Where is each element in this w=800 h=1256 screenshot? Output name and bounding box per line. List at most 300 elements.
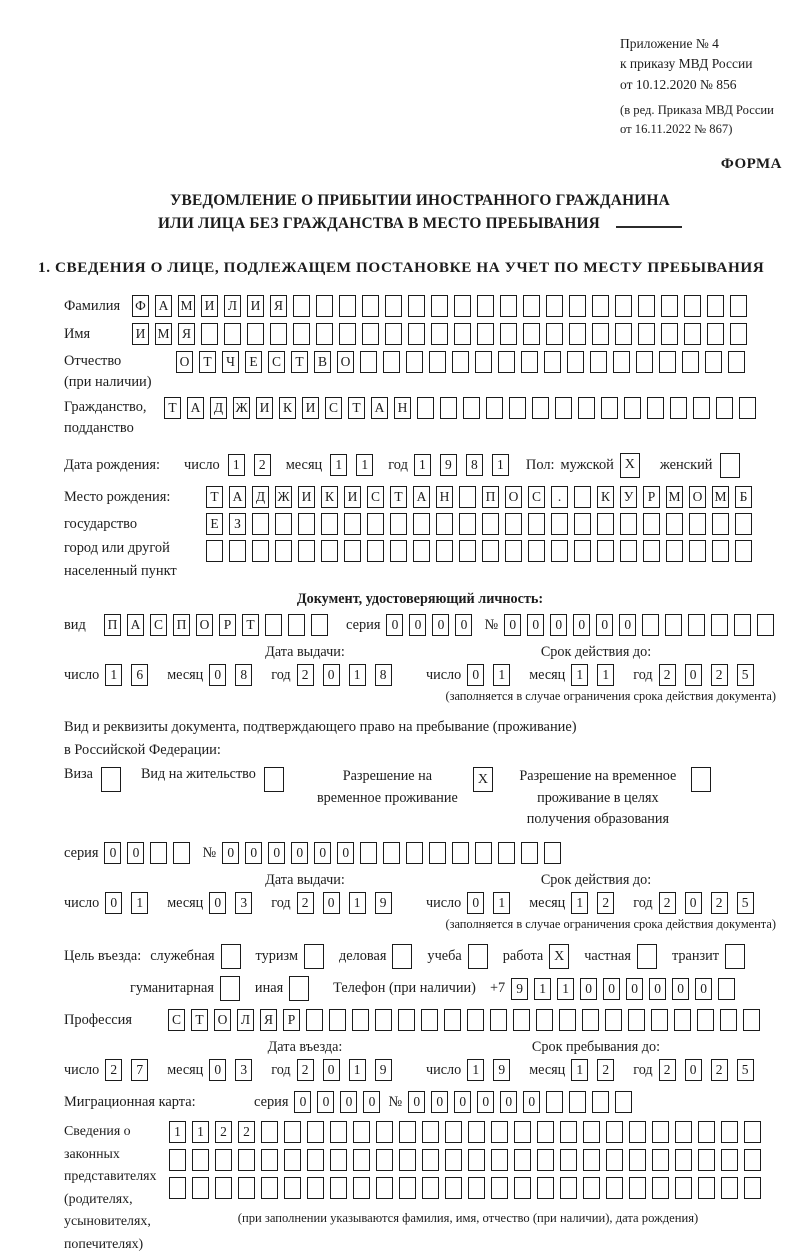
form-cell[interactable] — [569, 295, 586, 317]
form-cell[interactable] — [546, 1091, 563, 1113]
form-cell[interactable] — [406, 351, 423, 373]
form-cell[interactable] — [422, 1121, 439, 1143]
form-cell[interactable]: 0 — [477, 1091, 494, 1113]
form-cell[interactable] — [705, 351, 722, 373]
form-cell[interactable] — [642, 614, 659, 636]
form-cell[interactable] — [399, 1177, 416, 1199]
form-cell[interactable] — [735, 513, 752, 535]
form-cell[interactable] — [498, 842, 515, 864]
form-cell[interactable] — [651, 1009, 668, 1031]
form-cell[interactable]: X — [473, 767, 493, 792]
form-cell[interactable]: 0 — [523, 1091, 540, 1113]
form-cell[interactable]: Ж — [233, 397, 250, 419]
form-cell[interactable] — [440, 397, 457, 419]
form-cell[interactable] — [647, 397, 664, 419]
form-cell[interactable] — [498, 351, 515, 373]
form-cell[interactable] — [238, 1177, 255, 1199]
form-cell[interactable] — [615, 295, 632, 317]
form-cell[interactable] — [675, 1177, 692, 1199]
form-cell[interactable] — [735, 540, 752, 562]
form-cell[interactable]: 0 — [672, 978, 689, 1000]
form-cell[interactable] — [330, 1177, 347, 1199]
form-cell[interactable] — [734, 614, 751, 636]
form-cell[interactable] — [698, 1121, 715, 1143]
form-cell[interactable] — [477, 323, 494, 345]
form-cell[interactable] — [293, 295, 310, 317]
form-cell[interactable] — [445, 1149, 462, 1171]
form-cell[interactable]: 0 — [550, 614, 567, 636]
form-cell[interactable] — [406, 842, 423, 864]
form-cell[interactable] — [215, 1177, 232, 1199]
form-cell[interactable] — [298, 540, 315, 562]
form-cell[interactable]: 9 — [493, 1059, 510, 1081]
form-cell[interactable] — [592, 295, 609, 317]
form-cell[interactable] — [192, 1177, 209, 1199]
form-cell[interactable] — [339, 323, 356, 345]
form-cell[interactable]: М — [712, 486, 729, 508]
form-cell[interactable] — [491, 1177, 508, 1199]
form-cell[interactable]: И — [302, 397, 319, 419]
form-cell[interactable] — [352, 1009, 369, 1031]
form-cell[interactable]: 1 — [493, 892, 510, 914]
form-cell[interactable] — [150, 842, 167, 864]
form-cell[interactable] — [221, 944, 241, 969]
form-cell[interactable] — [367, 540, 384, 562]
form-cell[interactable]: Р — [643, 486, 660, 508]
form-cell[interactable]: 1 — [467, 1059, 484, 1081]
form-cell[interactable] — [744, 1121, 761, 1143]
form-cell[interactable]: К — [321, 486, 338, 508]
form-cell[interactable] — [684, 295, 701, 317]
form-cell[interactable] — [445, 1121, 462, 1143]
form-cell[interactable] — [582, 1009, 599, 1031]
form-cell[interactable] — [289, 976, 309, 1001]
form-cell[interactable] — [757, 614, 774, 636]
form-cell[interactable]: 0 — [467, 664, 484, 686]
form-cell[interactable]: 0 — [245, 842, 262, 864]
form-cell[interactable] — [665, 614, 682, 636]
form-cell[interactable]: 0 — [685, 892, 702, 914]
form-cell[interactable] — [691, 767, 711, 792]
form-cell[interactable] — [321, 540, 338, 562]
form-cell[interactable] — [329, 1009, 346, 1031]
form-cell[interactable] — [454, 323, 471, 345]
form-cell[interactable] — [544, 351, 561, 373]
form-cell[interactable]: Р — [219, 614, 236, 636]
form-cell[interactable]: Е — [206, 513, 223, 535]
form-cell[interactable]: 0 — [685, 1059, 702, 1081]
form-cell[interactable]: 2 — [238, 1121, 255, 1143]
form-cell[interactable]: 6 — [131, 664, 148, 686]
form-cell[interactable]: 0 — [685, 664, 702, 686]
form-cell[interactable] — [720, 453, 740, 478]
form-cell[interactable] — [636, 351, 653, 373]
form-cell[interactable] — [353, 1121, 370, 1143]
form-cell[interactable] — [528, 513, 545, 535]
form-cell[interactable] — [169, 1177, 186, 1199]
form-cell[interactable]: А — [187, 397, 204, 419]
form-cell[interactable]: 0 — [504, 614, 521, 636]
form-cell[interactable] — [475, 351, 492, 373]
form-cell[interactable]: 0 — [268, 842, 285, 864]
form-cell[interactable]: 0 — [317, 1091, 334, 1113]
form-cell[interactable]: 0 — [409, 614, 426, 636]
form-cell[interactable] — [500, 295, 517, 317]
form-cell[interactable] — [101, 767, 121, 792]
form-cell[interactable] — [743, 1009, 760, 1031]
form-cell[interactable] — [390, 540, 407, 562]
form-cell[interactable]: 2 — [597, 892, 614, 914]
form-cell[interactable] — [659, 351, 676, 373]
form-cell[interactable] — [544, 842, 561, 864]
form-cell[interactable] — [467, 1009, 484, 1031]
form-cell[interactable] — [638, 295, 655, 317]
form-cell[interactable] — [730, 295, 747, 317]
form-cell[interactable] — [597, 513, 614, 535]
form-cell[interactable] — [445, 1177, 462, 1199]
form-cell[interactable] — [367, 513, 384, 535]
form-cell[interactable]: А — [371, 397, 388, 419]
form-cell[interactable] — [523, 295, 540, 317]
form-cell[interactable] — [560, 1121, 577, 1143]
form-cell[interactable]: 1 — [557, 978, 574, 1000]
form-cell[interactable] — [429, 842, 446, 864]
form-cell[interactable] — [643, 513, 660, 535]
form-cell[interactable]: А — [413, 486, 430, 508]
form-cell[interactable] — [505, 513, 522, 535]
form-cell[interactable]: Я — [260, 1009, 277, 1031]
form-cell[interactable] — [620, 513, 637, 535]
form-cell[interactable] — [392, 944, 412, 969]
form-cell[interactable]: С — [367, 486, 384, 508]
form-cell[interactable] — [408, 295, 425, 317]
form-cell[interactable] — [399, 1149, 416, 1171]
form-cell[interactable]: 0 — [527, 614, 544, 636]
form-cell[interactable] — [284, 1149, 301, 1171]
form-cell[interactable] — [468, 1121, 485, 1143]
form-cell[interactable]: 2 — [659, 892, 676, 914]
form-cell[interactable] — [265, 614, 282, 636]
form-cell[interactable] — [463, 397, 480, 419]
form-cell[interactable]: 0 — [596, 614, 613, 636]
form-cell[interactable] — [559, 1009, 576, 1031]
form-cell[interactable]: 0 — [314, 842, 331, 864]
form-cell[interactable]: А — [229, 486, 246, 508]
form-cell[interactable]: О — [689, 486, 706, 508]
form-cell[interactable] — [536, 1009, 553, 1031]
form-cell[interactable] — [376, 1121, 393, 1143]
form-cell[interactable] — [606, 1121, 623, 1143]
form-cell[interactable] — [689, 513, 706, 535]
form-cell[interactable]: 2 — [215, 1121, 232, 1143]
form-cell[interactable]: 5 — [737, 1059, 754, 1081]
form-cell[interactable] — [468, 1177, 485, 1199]
form-cell[interactable]: 2 — [297, 892, 314, 914]
form-cell[interactable] — [652, 1121, 669, 1143]
form-cell[interactable] — [521, 842, 538, 864]
form-cell[interactable]: 8 — [466, 454, 483, 476]
form-cell[interactable] — [537, 1121, 554, 1143]
form-cell[interactable] — [721, 1149, 738, 1171]
form-cell[interactable] — [624, 397, 641, 419]
form-cell[interactable] — [569, 1091, 586, 1113]
form-cell[interactable]: 1 — [534, 978, 551, 1000]
form-cell[interactable] — [288, 614, 305, 636]
form-cell[interactable] — [721, 1177, 738, 1199]
form-cell[interactable]: 1 — [228, 454, 245, 476]
form-cell[interactable] — [206, 540, 223, 562]
form-cell[interactable]: 3 — [235, 892, 252, 914]
form-cell[interactable]: 2 — [597, 1059, 614, 1081]
form-cell[interactable] — [330, 1121, 347, 1143]
form-cell[interactable] — [436, 540, 453, 562]
form-cell[interactable] — [468, 1149, 485, 1171]
form-cell[interactable] — [408, 323, 425, 345]
form-cell[interactable]: Я — [270, 295, 287, 317]
form-cell[interactable]: К — [279, 397, 296, 419]
form-cell[interactable] — [477, 295, 494, 317]
form-cell[interactable]: П — [104, 614, 121, 636]
form-cell[interactable]: 0 — [294, 1091, 311, 1113]
form-cell[interactable]: 2 — [297, 1059, 314, 1081]
form-cell[interactable]: П — [173, 614, 190, 636]
form-cell[interactable] — [390, 513, 407, 535]
form-cell[interactable]: 1 — [169, 1121, 186, 1143]
form-cell[interactable] — [712, 540, 729, 562]
form-cell[interactable]: Н — [394, 397, 411, 419]
form-cell[interactable]: Ч — [222, 351, 239, 373]
form-cell[interactable]: 0 — [323, 892, 340, 914]
form-cell[interactable] — [711, 614, 728, 636]
form-cell[interactable] — [376, 1177, 393, 1199]
form-cell[interactable] — [417, 397, 434, 419]
form-cell[interactable] — [284, 1121, 301, 1143]
form-cell[interactable]: 5 — [737, 892, 754, 914]
form-cell[interactable]: Я — [178, 323, 195, 345]
form-cell[interactable]: 0 — [454, 1091, 471, 1113]
form-cell[interactable]: 0 — [127, 842, 144, 864]
form-cell[interactable]: 1 — [571, 664, 588, 686]
form-cell[interactable]: С — [528, 486, 545, 508]
form-cell[interactable] — [486, 397, 503, 419]
form-cell[interactable]: 8 — [235, 664, 252, 686]
form-cell[interactable] — [376, 1149, 393, 1171]
form-cell[interactable] — [546, 295, 563, 317]
form-cell[interactable] — [311, 614, 328, 636]
form-cell[interactable] — [293, 323, 310, 345]
form-cell[interactable]: 1 — [571, 1059, 588, 1081]
form-cell[interactable] — [398, 1009, 415, 1031]
form-cell[interactable] — [601, 397, 618, 419]
form-cell[interactable] — [716, 397, 733, 419]
form-cell[interactable]: И — [201, 295, 218, 317]
form-cell[interactable] — [264, 767, 284, 792]
form-cell[interactable]: 3 — [235, 1059, 252, 1081]
form-cell[interactable]: Ж — [275, 486, 292, 508]
form-cell[interactable]: С — [168, 1009, 185, 1031]
form-cell[interactable]: И — [132, 323, 149, 345]
form-cell[interactable] — [514, 1149, 531, 1171]
form-cell[interactable]: 0 — [222, 842, 239, 864]
form-cell[interactable] — [339, 295, 356, 317]
form-cell[interactable] — [578, 397, 595, 419]
form-cell[interactable]: А — [127, 614, 144, 636]
form-cell[interactable] — [307, 1149, 324, 1171]
form-cell[interactable] — [615, 1091, 632, 1113]
form-cell[interactable] — [362, 295, 379, 317]
form-cell[interactable]: Ф — [132, 295, 149, 317]
form-cell[interactable] — [698, 1149, 715, 1171]
form-cell[interactable] — [643, 540, 660, 562]
form-cell[interactable]: 2 — [297, 664, 314, 686]
form-cell[interactable]: М — [155, 323, 172, 345]
form-cell[interactable] — [528, 540, 545, 562]
form-cell[interactable] — [321, 513, 338, 535]
form-cell[interactable] — [592, 1091, 609, 1113]
form-cell[interactable] — [666, 540, 683, 562]
form-cell[interactable] — [261, 1121, 278, 1143]
form-cell[interactable]: 0 — [323, 1059, 340, 1081]
form-cell[interactable]: 0 — [619, 614, 636, 636]
form-cell[interactable] — [688, 614, 705, 636]
form-cell[interactable]: X — [620, 453, 640, 478]
form-cell[interactable]: 0 — [580, 978, 597, 1000]
form-cell[interactable] — [360, 842, 377, 864]
form-cell[interactable] — [728, 351, 745, 373]
form-cell[interactable] — [615, 323, 632, 345]
form-cell[interactable] — [712, 513, 729, 535]
form-cell[interactable] — [509, 397, 526, 419]
form-cell[interactable] — [523, 323, 540, 345]
form-cell[interactable] — [238, 1149, 255, 1171]
form-cell[interactable]: Т — [242, 614, 259, 636]
form-cell[interactable] — [215, 1149, 232, 1171]
form-cell[interactable] — [261, 1149, 278, 1171]
form-cell[interactable]: С — [150, 614, 167, 636]
form-cell[interactable]: Б — [735, 486, 752, 508]
form-cell[interactable]: Т — [191, 1009, 208, 1031]
form-cell[interactable] — [383, 351, 400, 373]
form-cell[interactable]: Е — [245, 351, 262, 373]
form-cell[interactable]: 0 — [209, 892, 226, 914]
form-cell[interactable] — [454, 295, 471, 317]
form-cell[interactable] — [574, 540, 591, 562]
form-cell[interactable]: 0 — [386, 614, 403, 636]
form-cell[interactable] — [360, 351, 377, 373]
form-cell[interactable]: 0 — [104, 842, 121, 864]
form-cell[interactable]: 0 — [431, 1091, 448, 1113]
form-cell[interactable] — [720, 1009, 737, 1031]
form-cell[interactable]: Д — [210, 397, 227, 419]
form-cell[interactable]: 0 — [340, 1091, 357, 1113]
form-cell[interactable] — [514, 1177, 531, 1199]
form-cell[interactable]: П — [482, 486, 499, 508]
form-cell[interactable] — [375, 1009, 392, 1031]
form-cell[interactable] — [459, 486, 476, 508]
form-cell[interactable] — [413, 540, 430, 562]
form-cell[interactable]: 7 — [131, 1059, 148, 1081]
form-cell[interactable]: 1 — [105, 664, 122, 686]
form-cell[interactable] — [261, 1177, 278, 1199]
form-cell[interactable] — [638, 323, 655, 345]
form-cell[interactable] — [537, 1177, 554, 1199]
form-cell[interactable]: 1 — [349, 892, 366, 914]
form-cell[interactable] — [560, 1177, 577, 1199]
form-cell[interactable]: 9 — [511, 978, 528, 1000]
form-cell[interactable]: М — [178, 295, 195, 317]
form-cell[interactable] — [490, 1009, 507, 1031]
form-cell[interactable] — [201, 323, 218, 345]
form-cell[interactable] — [744, 1177, 761, 1199]
form-cell[interactable]: 0 — [432, 614, 449, 636]
form-cell[interactable]: 2 — [711, 1059, 728, 1081]
form-cell[interactable] — [551, 540, 568, 562]
form-cell[interactable]: 0 — [209, 1059, 226, 1081]
form-cell[interactable] — [422, 1149, 439, 1171]
form-cell[interactable]: 1 — [597, 664, 614, 686]
form-cell[interactable]: 1 — [493, 664, 510, 686]
form-cell[interactable]: В — [314, 351, 331, 373]
form-cell[interactable] — [514, 1121, 531, 1143]
form-cell[interactable]: 0 — [291, 842, 308, 864]
form-cell[interactable]: О — [196, 614, 213, 636]
form-cell[interactable] — [459, 540, 476, 562]
form-cell[interactable] — [674, 1009, 691, 1031]
form-cell[interactable]: З — [229, 513, 246, 535]
form-cell[interactable]: О — [214, 1009, 231, 1031]
form-cell[interactable] — [353, 1177, 370, 1199]
form-cell[interactable] — [628, 1009, 645, 1031]
form-cell[interactable]: И — [298, 486, 315, 508]
form-cell[interactable] — [693, 397, 710, 419]
form-cell[interactable]: С — [268, 351, 285, 373]
form-cell[interactable]: 1 — [330, 454, 347, 476]
form-cell[interactable]: 1 — [349, 1059, 366, 1081]
form-cell[interactable] — [532, 397, 549, 419]
form-cell[interactable] — [500, 323, 517, 345]
form-cell[interactable] — [675, 1121, 692, 1143]
form-cell[interactable]: Н — [436, 486, 453, 508]
form-cell[interactable] — [670, 397, 687, 419]
form-cell[interactable] — [304, 944, 324, 969]
form-cell[interactable] — [413, 513, 430, 535]
form-cell[interactable]: И — [247, 295, 264, 317]
form-cell[interactable] — [505, 540, 522, 562]
form-cell[interactable] — [431, 295, 448, 317]
form-cell[interactable]: 0 — [573, 614, 590, 636]
form-cell[interactable] — [637, 944, 657, 969]
form-cell[interactable] — [475, 842, 492, 864]
form-cell[interactable]: 0 — [323, 664, 340, 686]
form-cell[interactable] — [284, 1177, 301, 1199]
form-cell[interactable] — [707, 295, 724, 317]
form-cell[interactable] — [583, 1149, 600, 1171]
form-cell[interactable] — [689, 540, 706, 562]
form-cell[interactable]: . — [551, 486, 568, 508]
form-cell[interactable] — [697, 1009, 714, 1031]
form-cell[interactable] — [583, 1121, 600, 1143]
form-cell[interactable]: У — [620, 486, 637, 508]
form-cell[interactable] — [521, 351, 538, 373]
form-cell[interactable]: 0 — [603, 978, 620, 1000]
form-cell[interactable]: Л — [224, 295, 241, 317]
form-cell[interactable] — [725, 944, 745, 969]
form-cell[interactable]: 1 — [414, 454, 431, 476]
form-cell[interactable] — [652, 1149, 669, 1171]
form-cell[interactable] — [344, 513, 361, 535]
form-cell[interactable] — [718, 978, 735, 1000]
form-cell[interactable]: 9 — [375, 1059, 392, 1081]
